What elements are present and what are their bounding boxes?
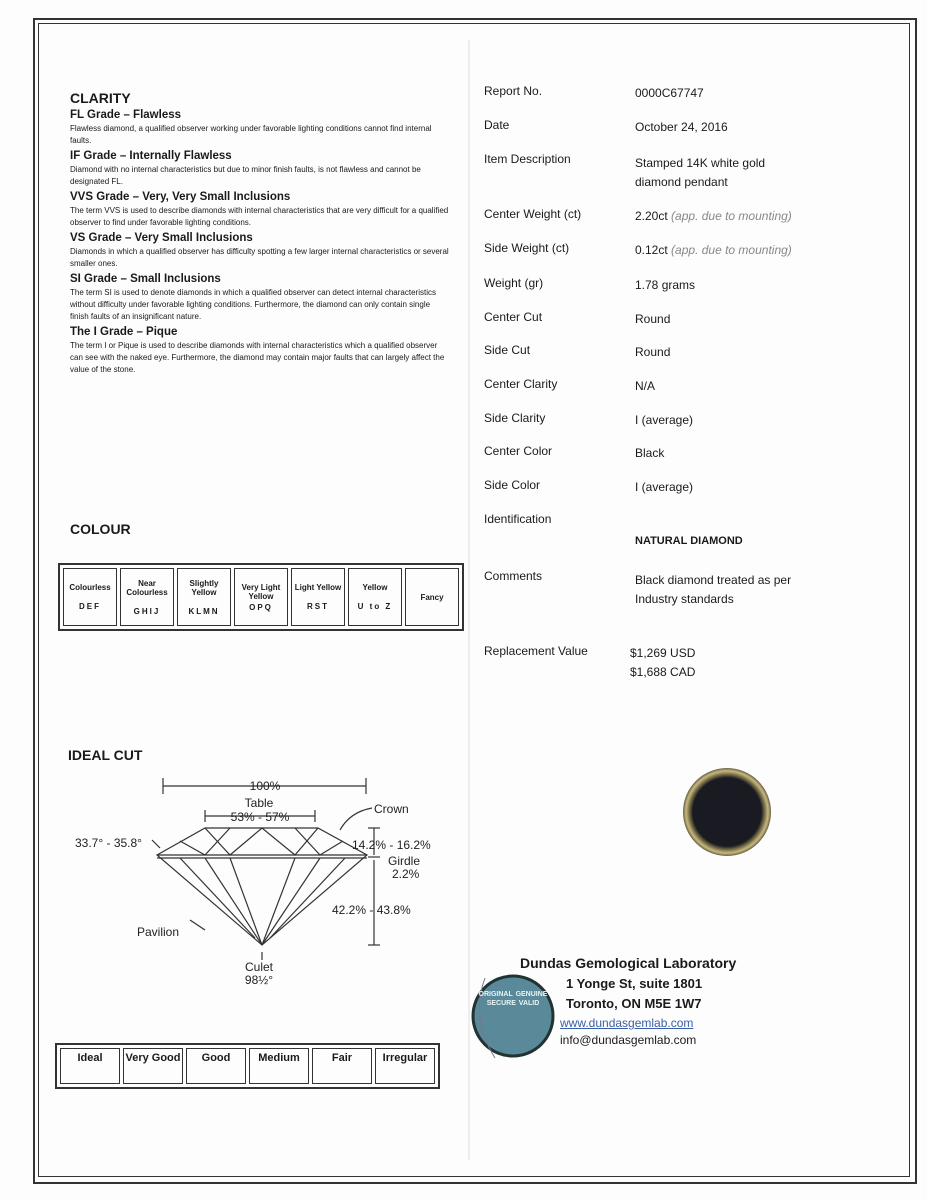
colour-cell <box>120 568 174 626</box>
grade-description: The term SI is used to denote diamonds in which a qualified observer can detect internal characteristics without difficulty under favorable lighting conditions. Furthermore, the diamond can only contain single finish faults of an insignificant nature. <box>70 288 436 321</box>
value-text: October 24, 2016 <box>635 120 728 134</box>
colour-code: RST <box>307 602 329 611</box>
table-range-label: 53% - 57% <box>230 810 290 824</box>
grade-heading: SI Grade – Small Inclusions <box>70 273 221 285</box>
report-label: Report No. <box>484 84 543 98</box>
value-text: N/A <box>635 379 656 393</box>
report-value <box>635 241 792 260</box>
culet-angle-label: 98½° <box>244 973 274 987</box>
total-width-label: 100% <box>249 779 281 793</box>
report-label: Center Clarity <box>484 377 558 391</box>
value-text: 0000C67747 <box>635 86 704 100</box>
grade-fl <box>70 109 450 147</box>
report-label: Center Color <box>484 444 553 458</box>
colour-name: Yellow <box>362 583 388 592</box>
report-label: Date <box>484 118 510 132</box>
report-label: Comments <box>484 569 543 583</box>
colour-cell <box>177 568 231 626</box>
value-text: 1.78 grams <box>635 278 696 292</box>
diamond-cut-diagram <box>0 760 460 1000</box>
grade-heading: The I Grade – Pique <box>70 326 178 338</box>
pavilion-depth-label: 42.2% - 43.8% <box>332 903 411 917</box>
colour-cell <box>405 568 459 626</box>
clarity-title: CLARITY <box>70 90 131 106</box>
colour-cell <box>63 568 117 626</box>
grade-description: The term I or Pique is used to describe diamonds with internal characteristics which a qualified observer can see with the naked eye. Furthermore, the diamond may contain major faults that can largely affect the value of the stone. <box>70 341 445 374</box>
value-text: Stamped 14K white gold <box>635 156 766 170</box>
report-value <box>635 154 765 192</box>
colour-code: OPQ <box>249 602 273 612</box>
culet-label: Culet <box>244 960 274 974</box>
grade-description: Diamonds in which a qualified observer has difficulty spotting a few larger internal characteristics or several smaller ones. <box>70 247 449 268</box>
colour-cell <box>234 568 288 626</box>
cut-grade-cell: Fair <box>312 1048 372 1084</box>
report-value <box>635 411 693 430</box>
girdle-label: Girdle <box>388 854 421 868</box>
report-value <box>630 644 695 682</box>
report-label: Side Color <box>484 478 541 492</box>
value-text-line2: diamond pendant <box>635 175 728 189</box>
report-value <box>635 532 743 551</box>
colour-scale-table <box>58 563 464 631</box>
colour-code: U to Z <box>357 602 393 611</box>
value-text: Black <box>635 446 665 460</box>
cut-grade-cell: Very Good <box>123 1048 183 1084</box>
colour-name: Light Yellow <box>294 583 342 592</box>
colour-name: Slightly Yellow <box>189 578 219 597</box>
report-value <box>635 118 728 137</box>
grade-heading: FL Grade – Flawless <box>70 109 182 121</box>
crown-angle-label: 33.7° - 35.8° <box>75 836 142 850</box>
value-text: I (average) <box>635 413 694 427</box>
girdle-pct-label: 2.2% <box>392 867 420 881</box>
colour-code: KLMN <box>188 606 220 616</box>
report-value <box>635 444 664 463</box>
colour-name: Fancy <box>420 592 444 602</box>
grade-si <box>70 273 450 323</box>
value-text: 2.20ct <box>635 209 668 223</box>
report-value <box>635 377 655 396</box>
report-label: Side Weight (ct) <box>484 241 570 255</box>
report-label: Replacement Value <box>484 644 588 658</box>
grade-i <box>70 326 450 376</box>
value-text: Round <box>635 312 671 326</box>
colour-name: Colourless <box>69 583 111 592</box>
report-label: Side Clarity <box>484 411 546 425</box>
report-value <box>635 84 704 103</box>
colour-cell <box>348 568 402 626</box>
report-value <box>635 276 695 295</box>
report-value <box>635 207 792 226</box>
value-text-line2: Industry standards <box>635 592 734 606</box>
crown-height-label: 14.2% - 16.2% <box>352 838 431 852</box>
grade-description: Flawless diamond, a qualified observer working under favorable lighting conditions cannot find internal faults. <box>70 124 432 145</box>
pendant-photo <box>683 768 771 856</box>
lab-email: info@dundasgemlab.com <box>560 1033 697 1047</box>
cut-grade-cell: Medium <box>249 1048 309 1084</box>
grade-vvs <box>70 191 450 229</box>
report-value <box>635 310 670 329</box>
report-value <box>635 478 693 497</box>
cut-grade-cell: Good <box>186 1048 246 1084</box>
grade-heading: VVS Grade – Very, Very Small Inclusions <box>70 191 291 203</box>
colour-code: DEF <box>79 602 101 611</box>
colour-title: COLOUR <box>70 521 131 537</box>
colour-code: GHIJ <box>133 606 161 616</box>
lab-name: Dundas Gemological Laboratory <box>520 955 737 971</box>
table-label: Table <box>244 796 274 810</box>
grade-vs <box>70 232 450 270</box>
report-label: Item Description <box>484 152 571 166</box>
lab-contact <box>520 955 736 1047</box>
grade-if <box>70 150 450 188</box>
colour-name: Very Light Yellow <box>241 582 281 601</box>
value-text-line2: $1,688 CAD <box>630 665 696 679</box>
report-label: Center Cut <box>484 310 543 324</box>
report-label: Center Weight (ct) <box>484 207 582 221</box>
grade-heading: IF Grade – Internally Flawless <box>70 150 232 162</box>
pavilion-label: Pavilion <box>137 925 180 939</box>
report-label: Weight (gr) <box>484 276 544 290</box>
value-text: 0.12ct <box>635 243 668 257</box>
grade-description: Diamond with no internal characteristics but due to minor finish faults, is not flawless and cannot be designated FL. <box>70 165 421 186</box>
report-label: Identification <box>484 512 552 526</box>
grade-heading: VS Grade – Very Small Inclusions <box>70 232 253 244</box>
lab-website-link[interactable]: www.dundasgemlab.com <box>560 1016 694 1030</box>
cut-grade-cell: Ideal <box>60 1048 120 1084</box>
value-text: NATURAL DIAMOND <box>635 535 743 547</box>
report-value <box>635 343 670 362</box>
lab-address-2: Toronto, ON M5E 1W7 <box>566 996 702 1011</box>
cut-grade-cell: Irregular <box>375 1048 435 1084</box>
value-text: Round <box>635 345 671 359</box>
report-value <box>635 571 791 609</box>
value-note: (app. due to mounting) <box>671 243 792 257</box>
value-text: $1,269 USD <box>630 646 696 660</box>
value-text: I (average) <box>635 480 694 494</box>
cut-grade-table <box>55 1043 440 1089</box>
ideal-cut-title: IDEAL CUT <box>68 747 143 763</box>
colour-name: Near Colourless <box>126 578 168 597</box>
hologram-text: ORIGINAL GENUINE SECURE VALID <box>478 991 548 1007</box>
colour-cell <box>291 568 345 626</box>
value-text: Black diamond treated as per <box>635 573 792 587</box>
report-label: Side Cut <box>484 343 531 357</box>
clarity-section <box>70 90 450 376</box>
grade-description: The term VVS is used to describe diamonds with internal characteristics that are very difficult for a qualified observer to find under favorable lighting conditions. <box>70 206 449 227</box>
lab-address-1: 1 Yonge St, suite 1801 <box>566 976 703 991</box>
crown-label: Crown <box>374 802 409 816</box>
value-note: (app. due to mounting) <box>671 209 792 223</box>
